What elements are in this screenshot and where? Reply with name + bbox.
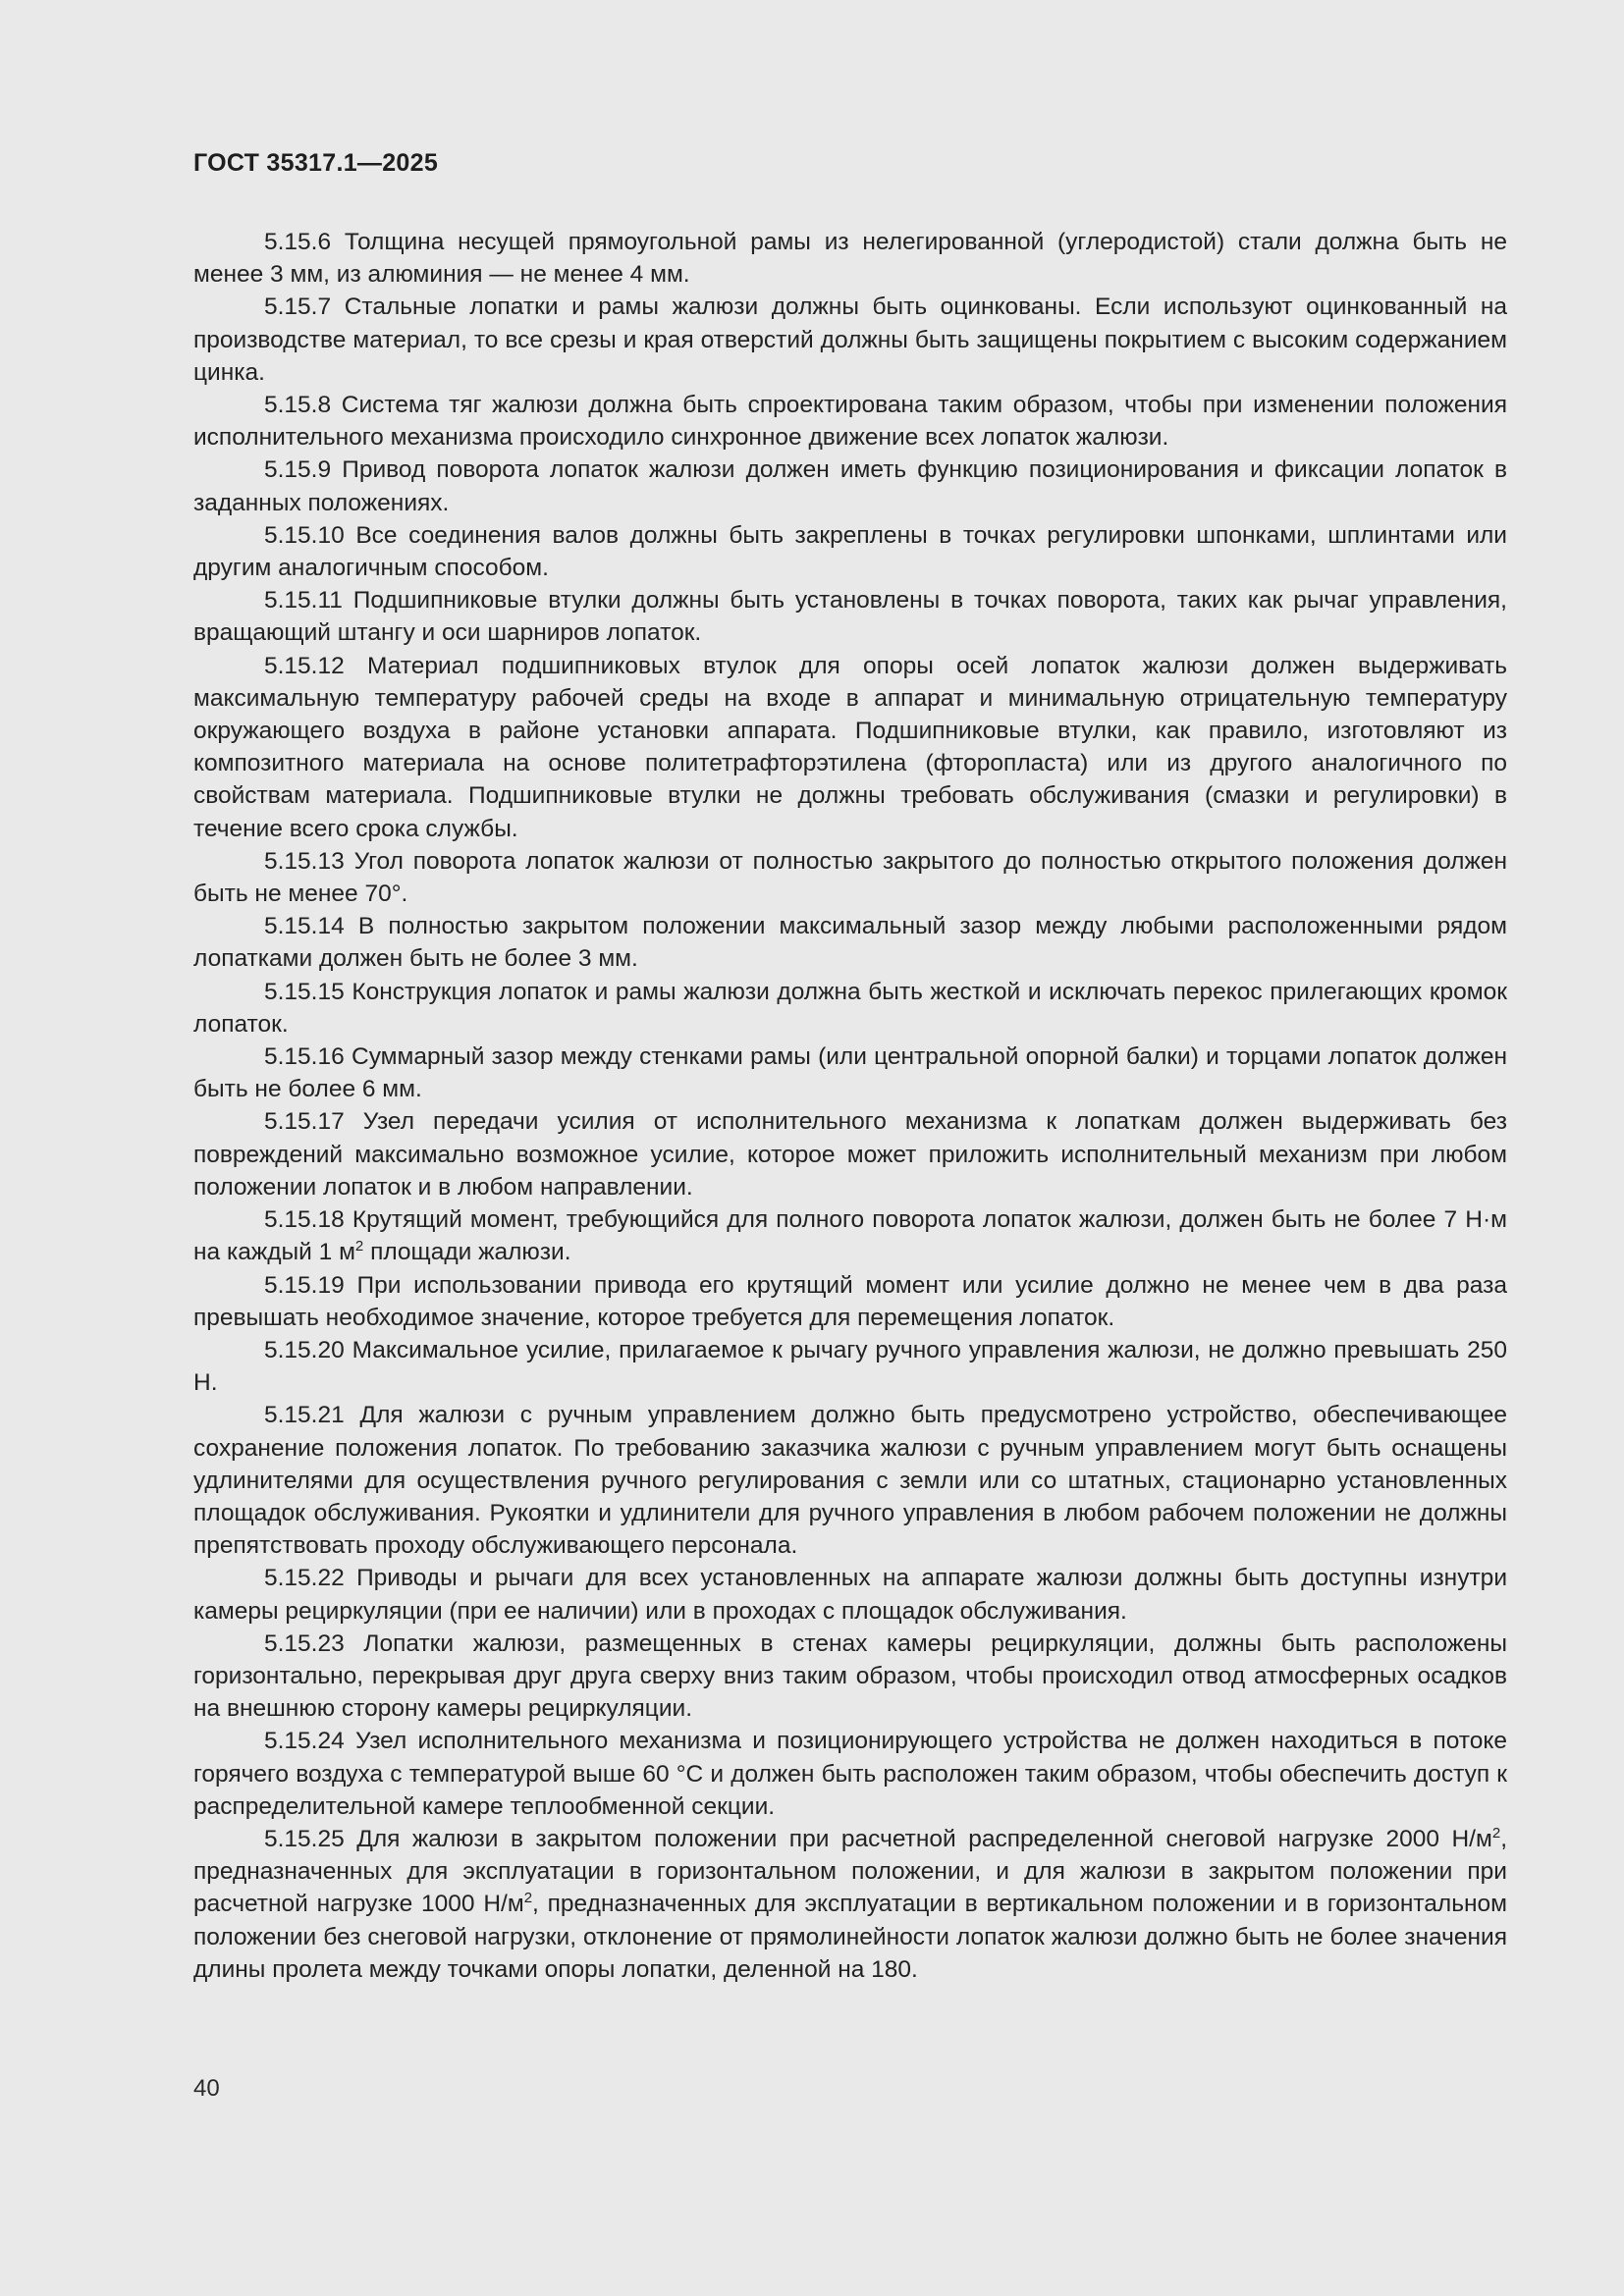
clause-paragraph xyxy=(193,1725,1507,1823)
clause-text: Для жалюзи в закрытом положении при расчетной распределенной снеговой нагрузке 2000 Н/м xyxy=(356,1825,1492,1852)
clause-text: Узел исполнительного механизма и позиционирующего устройства не должен находиться в потоке горячего воздуха с температурой выше 60 °С и должен быть расположен таким образом, чтобы обеспечить доступ к распределительной камере теплообменной секции. xyxy=(193,1728,1507,1820)
clause-number: 5.15.7 xyxy=(264,294,332,321)
clause-text: Суммарный зазор между стенками рамы (или центральной опорной балки) и торцами лопаток должен быть не более 6 мм. xyxy=(193,1043,1507,1103)
superscript: 2 xyxy=(1491,1824,1501,1842)
clause-number: 5.15.10 xyxy=(264,521,345,549)
clause-number: 5.15.8 xyxy=(264,392,332,419)
clause-text: Угол поворота лопаток жалюзи от полностью закрытого до полностью открытого положения должен быть не менее 70°. xyxy=(193,847,1507,908)
clause-number: 5.15.23 xyxy=(264,1629,345,1657)
clause-number: 5.15.9 xyxy=(264,456,332,484)
clause-paragraph xyxy=(193,845,1507,910)
clause-number: 5.15.11 xyxy=(264,587,343,614)
clause-text: Максимальное усилие, прилагаемое к рычагу ручного управления жалюзи, не должно превышать 250 Н. xyxy=(193,1336,1507,1397)
clause-number: 5.15.15 xyxy=(264,978,345,1005)
clause-number: 5.15.24 xyxy=(264,1728,345,1755)
clause-text: Все соединения валов должны быть закреплены в точках регулировки шпонками, шплинтами или другим аналогичным способом. xyxy=(193,521,1507,582)
clause-number: 5.15.22 xyxy=(264,1565,345,1592)
clause-paragraph xyxy=(193,1269,1507,1334)
clause-text: , предназначенных для эксплуатации в горизонтальном положении, и для жалюзи в закрытом положении при расчетной нагрузке 1000 Н/м xyxy=(193,1825,1507,1918)
clause-text: В полностью закрытом положении максимальный зазор между любыми расположенными рядом лопатками должен быть не более 3 мм. xyxy=(193,913,1507,973)
clause-number: 5.15.13 xyxy=(264,847,345,875)
clause-text: Подшипниковые втулки должны быть установлены в точках поворота, таких как рычаг управления, вращающий штангу и оси шарниров лопаток. xyxy=(193,587,1507,647)
clause-text: Крутящий момент, требующийся для полного поворота лопаток жалюзи, должен быть не более 7 Н·м на каждый 1 м xyxy=(193,1206,1507,1266)
clause-text: Материал подшипниковых втулок для опоры осей лопаток жалюзи должен выдерживать максимальную температуру рабочей среды на входе в аппарат и минимальную отрицательную температуру окружающего воздуха в районе установки аппарата. Подшипниковые втулки, как правило, изготовляют из композитного материала на основе политетрафторэтилена (фторопласта) или из другого аналогичного по свойствам материала. Подшипниковые втулки не должны требовать обслуживания (смазки и регулировки) в течение всего срока службы. xyxy=(193,652,1507,842)
superscript: 2 xyxy=(523,1890,533,1907)
clause-number: 5.15.12 xyxy=(264,652,345,679)
clause-paragraph xyxy=(193,1334,1507,1399)
clause-number: 5.15.25 xyxy=(264,1825,345,1852)
clause-text: При использовании привода его крутящий момент или усилие должно не менее чем в два раза превышать необходимое значение, которое требуется для перемещения лопаток. xyxy=(193,1271,1508,1331)
clause-text: Привод поворота лопаток жалюзи должен иметь функцию позиционирования и фиксации лопаток в заданных положениях. xyxy=(193,456,1508,516)
clause-number: 5.15.21 xyxy=(264,1402,345,1429)
clause-paragraph xyxy=(193,976,1507,1041)
clause-paragraph xyxy=(193,1823,1507,1986)
clause-paragraph xyxy=(193,584,1507,649)
clause-text: Лопатки жалюзи, размещенных в стенах камеры рециркуляции, должны быть расположены горизонтально, перекрывая друг друга сверху вниз таким образом, чтобы происходил отвод атмосферных осадков на внешнюю сторону камеры рециркуляции. xyxy=(193,1629,1507,1723)
clause-paragraph xyxy=(193,389,1507,454)
clause-text: Узел передачи усилия от исполнительного механизма к лопаткам должен выдерживать без повреждений максимально возможное усилие, которое может приложить исполнительный механизм при любом положении лопаток и в любом направлении. xyxy=(193,1108,1507,1201)
clause-paragraph xyxy=(193,291,1507,389)
clause-paragraph xyxy=(193,1562,1507,1627)
clause-number: 5.15.17 xyxy=(264,1108,345,1136)
clause-paragraph xyxy=(193,454,1507,518)
clause-text: , предназначенных для эксплуатации в вертикальном положении и в горизонтальном положении без снеговой нагрузки, отклонение от прямолинейности лопаток жалюзи должно быть не более значения длины пролета между точками опоры лопатки, деленной на 180. xyxy=(193,1891,1507,1983)
clause-paragraph xyxy=(193,1628,1507,1726)
clause-paragraph xyxy=(193,226,1507,291)
clause-text: площади жалюзи. xyxy=(363,1239,571,1266)
superscript: 2 xyxy=(354,1238,364,1255)
clause-number: 5.15.19 xyxy=(264,1271,345,1299)
document-body xyxy=(193,226,1507,1986)
clause-text: Стальные лопатки и рамы жалюзи должны быть оцинкованы. Если используют оцинкованный на производстве материал, то все срезы и края отверстий должны быть защищены покрытием с высоким содержанием цинка. xyxy=(193,294,1507,386)
document-header: ГОСТ 35317.1—2025 xyxy=(193,149,439,177)
clause-paragraph xyxy=(193,650,1507,845)
clause-number: 5.15.6 xyxy=(264,229,332,255)
clause-text: Система тяг жалюзи должна быть спроектирована таким образом, чтобы при изменении положения исполнительного механизма происходило синхронное движение всех лопаток жалюзи. xyxy=(193,392,1507,452)
clause-number: 5.15.20 xyxy=(264,1336,345,1363)
clause-number: 5.15.18 xyxy=(264,1206,345,1234)
clause-paragraph xyxy=(193,1105,1507,1203)
clause-paragraph xyxy=(193,1399,1507,1562)
clause-text: Конструкция лопаток и рамы жалюзи должна быть жесткой и исключать перекос прилегающих кромок лопаток. xyxy=(193,978,1507,1038)
clause-paragraph xyxy=(193,910,1507,975)
clause-text: Приводы и рычаги для всех установленных на аппарате жалюзи должны быть доступны изнутри камеры рециркуляции (при ее наличии) или в проходах с площадок обслуживания. xyxy=(193,1565,1507,1625)
clause-number: 5.15.14 xyxy=(264,913,345,940)
clause-text: Толщина несущей прямоугольной рамы из нелегированной (углеродистой) стали должна быть не менее 3 мм, из алюминия — не менее 4 мм. xyxy=(193,229,1507,289)
page-number: 40 xyxy=(193,2075,220,2102)
clause-number: 5.15.16 xyxy=(264,1043,345,1071)
clause-paragraph xyxy=(193,519,1507,584)
clause-text: Для жалюзи с ручным управлением должно быть предусмотрено устройство, обеспечивающее сохранение положения лопаток. По требованию заказчика жалюзи с ручным управлением могут быть оснащены удлинителями для осуществления ручного регулирования с земли или со штатных, стационарно установленных площадок обслуживания. Рукоятки и удлинители для ручного управления в любом рабочем положении не должны препятствовать проходу обслуживающего персонала. xyxy=(193,1402,1507,1560)
clause-paragraph xyxy=(193,1203,1507,1268)
clause-paragraph xyxy=(193,1041,1507,1105)
